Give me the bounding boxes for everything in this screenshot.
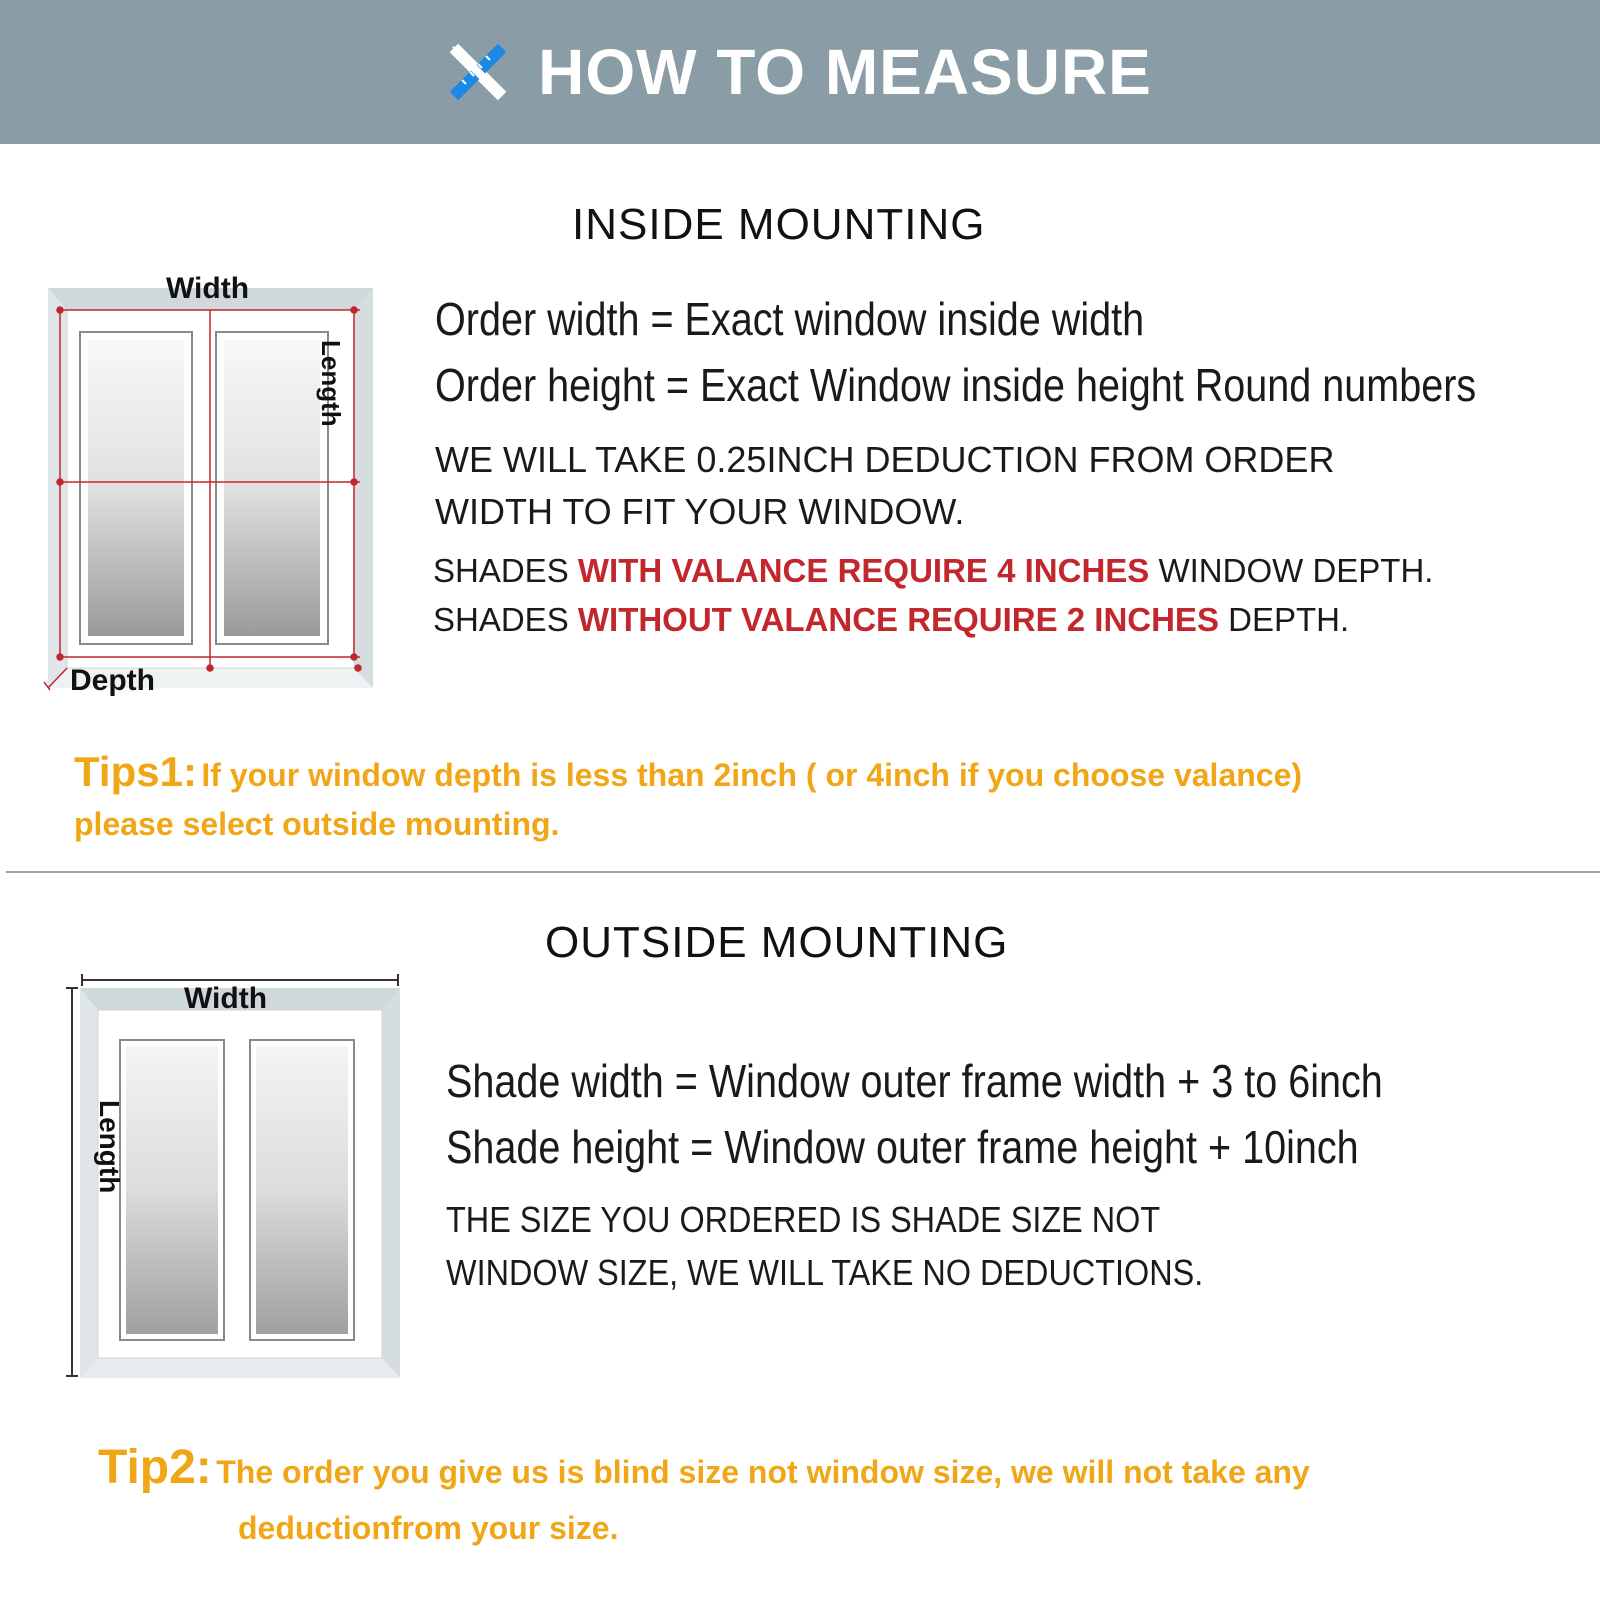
inside-length-label: Length: [316, 340, 346, 427]
tip1-line2: please select outside mounting.: [74, 806, 560, 842]
tip2-line2: deductionfrom your size.: [238, 1510, 619, 1546]
tip1-text-line1: If your window depth is less than 2inch ( or 4inch if you choose valance): [201, 757, 1303, 793]
inside-width-label: Width: [166, 272, 250, 305]
size-note-line1: THE SIZE YOU ORDERED IS SHADE SIZE NOT: [446, 1199, 1161, 1240]
shade-width-formula: Shade width = Window outer frame width + 3 to 6inch: [446, 1055, 1383, 1107]
deduction-note-line1: WE WILL TAKE 0.25INCH DEDUCTION FROM ORDER: [435, 439, 1335, 480]
tip2-label: Tip2:: [98, 1441, 212, 1494]
order-height-formula: Order height = Exact Window inside height Round numbers: [435, 359, 1477, 411]
tip1: [74, 748, 1302, 796]
inside-depth-label: Depth: [70, 664, 155, 697]
page-title: HOW TO MEASURE: [538, 36, 1152, 108]
size-note-line2: WINDOW SIZE, WE WILL TAKE NO DEDUCTIONS.: [446, 1252, 1204, 1293]
shade-height-formula: Shade height = Window outer frame height + 10inch: [446, 1121, 1359, 1173]
section-divider: [6, 871, 1600, 873]
ruler-pencil-icon: [448, 42, 508, 102]
outside-width-label: Width: [184, 982, 268, 1015]
outside-length-label: Length: [94, 1100, 125, 1194]
header-banner: [0, 0, 1600, 144]
outside-mounting-title: OUTSIDE MOUNTING: [545, 918, 1009, 967]
tip2-text-line1: The order you give us is blind size not window size, we will not take any: [216, 1454, 1310, 1490]
inside-mounting-title: INSIDE MOUNTING: [572, 200, 986, 249]
valance-depth-requirement: SHADES WITH VALANCE REQUIRE 4 INCHES WINDOW DEPTH.: [433, 552, 1434, 589]
outside-window-diagram: [62, 968, 407, 1388]
order-width-formula: Order width = Exact window inside width: [435, 293, 1145, 345]
tip2: [98, 1440, 1310, 1495]
deduction-note-line2: WIDTH TO FIT YOUR WINDOW.: [435, 491, 965, 532]
no-valance-depth-requirement: SHADES WITHOUT VALANCE REQUIRE 2 INCHES DEPTH.: [433, 601, 1350, 638]
tip1-label: Tips1:: [74, 748, 197, 795]
inside-window-diagram: [40, 270, 385, 710]
